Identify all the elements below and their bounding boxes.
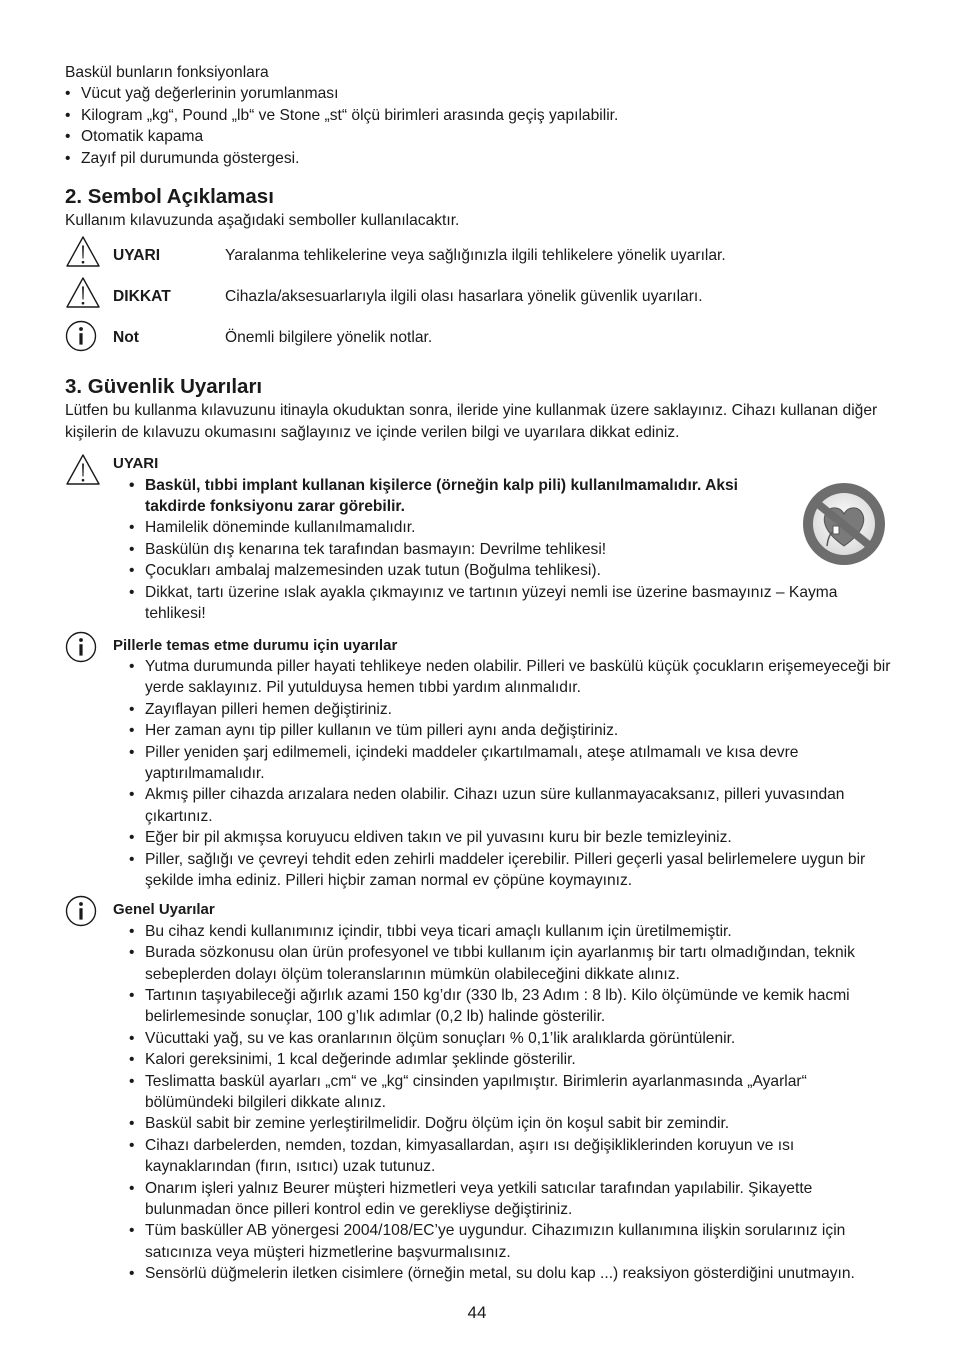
warning-item: • Hamilelik döneminde kullanılmamalıdır. (129, 517, 789, 538)
section-heading-safety: 3. Güvenlik Uyarıları (65, 375, 263, 399)
battery-item: • Zayıflayan pilleri hemen değiştiriniz. (129, 699, 891, 720)
warning-item: • Dikkat, tartı üzerine ıslak ayakla çıkmayınız ve tartının yüzeyi nemli ise üzerine basmayınız – Kayma tehlikesi! (129, 582, 891, 625)
intro-item: • Zayıf pil durumunda göstergesi. (65, 148, 891, 169)
intro-item: • Kilogram „kg“, Pound „lb“ ve Stone „st“ ölçü birimleri arasında geçiş yapılabilir. (65, 105, 891, 126)
safety-lead: Lütfen bu kullanma kılavuzunu itinayla okuduktan sonra, ileride yine kullanmak üzere saklayınız. Cihazı kullanan diğer kişilerin de kılavuzu okumasını sağlayınız ve içinde verilen bilgi ve uyarılara dikkat ediniz. (65, 402, 878, 441)
battery-list (113, 656, 891, 891)
warning-list-cont (113, 582, 891, 625)
page-content (65, 62, 891, 1285)
intro-lead: Baskül bunların fonksiyonlara (65, 64, 269, 81)
no-pacemaker-prohibition-icon (800, 480, 888, 574)
general-list (113, 921, 891, 1285)
general-item: • Burada sözkonusu olan ürün profesyonel ve tıbbi kullanım için ayarlanmış bir tartı olmadığından, teknik sebeplerden dolayı ölçüm toleranslarının mümkün olabileceğini dikkate alınız. (129, 942, 891, 985)
general-item: • Kalori gereksinimi, 1 kcal değerinde adımlar şeklinde gösterilir. (129, 1049, 891, 1070)
general-item: • Baskül sabit bir zemine yerleştirilmelidir. Doğru ölçüm için ön koşul sabit bir zemindir. (129, 1113, 891, 1134)
general-item: • Vücuttaki yağ, su ve kas oranlarının ölçüm sonuçları % 0,1’lik aralıklarda görüntülenir. (129, 1028, 891, 1049)
symbol-desc: Önemli bilgilere yönelik notlar. (225, 329, 433, 347)
symbol-row-caution (65, 276, 891, 317)
warning-item: • Baskülün dış kenarına tek tarafından basmayın: Devrilme tehlikesi! (129, 539, 789, 560)
general-item: • Tüm basküller AB yönergesi 2004/108/EC’ye uygundur. Cihazımızın kullanımına ilişkin sorularınız için satıcınıza veya müşteri hizmetlerine başvurmalısınız. (129, 1220, 891, 1263)
battery-block (65, 635, 891, 892)
battery-item: • Akmış piller cihazda arızalara neden olabilir. Cihazı uzun süre kullanmayacaksanız, pilleri yuvasından çıkartınız. (129, 784, 891, 827)
battery-item: • Piller, sağlığı ve çevreyi tehdit eden zehirli maddeler içerebilir. Pilleri geçerli yasal belirlemelere uygun bir şekilde imha ediniz. Pilleri hiçbir zaman normal ev çöpüne koymayınız. (129, 849, 891, 892)
battery-item: • Eğer bir pil akmışsa koruyucu eldiven takın ve pil yuvasını kuru bir bezle temizleyiniz. (129, 827, 891, 848)
battery-title: Pillerle temas etme durumu için uyarılar (113, 636, 398, 654)
general-block (65, 899, 891, 1284)
general-item: • Onarım işleri yalnız Beurer müşteri hizmetleri veya yetkili satıcılar tarafından yapılabilir. Şikayette bulunmadan önce pilleri kontrol edin ve gerekliyse değiştiriniz. (129, 1178, 891, 1221)
symbol-desc: Cihazla/aksesuarlarıyla ilgili olası hasarlara yönelik güvenlik uyarıları. (225, 288, 703, 306)
info-circle-icon (65, 320, 97, 358)
warning-item: • Çocukları ambalaj malzemesinden uzak tutun (Boğulma tehlikesi). (129, 560, 789, 581)
symbol-row-warning (65, 235, 891, 276)
symbol-term: DIKKAT (113, 288, 171, 306)
warning-triangle-icon (65, 453, 101, 493)
warning-block (65, 453, 891, 624)
general-item: • Sensörlü düğmelerin iletken cisimlere (örneğin metal, su dolu kap ...) reaksiyon gösterdiğini unutmayın. (129, 1263, 891, 1284)
symbol-desc: Yaralanma tehlikelerine veya sağlığınızla ilgili tehlikelere yönelik uyarılar. (225, 247, 726, 265)
symbol-term: Not (113, 329, 139, 347)
warning-list (113, 475, 789, 582)
general-item: • Cihazı darbelerden, nemden, tozdan, kimyasallardan, aşırı ısı değişikliklerinden koruyun ve ısı kaynaklarından (fırın, ısıtıcı) uzak tutunuz. (129, 1135, 891, 1178)
info-circle-icon (65, 631, 97, 669)
battery-item: • Yutma durumunda piller hayati tehlikeye neden olabilir. Pilleri ve baskülü küçük çocukların erişemeyeceği bir yerde saklayınız. Pil yutulduysa hemen tıbbi yardım alınmalıdır. (129, 656, 891, 699)
battery-item: • Her zaman aynı tip piller kullanın ve tüm pilleri aynı anda değiştiriniz. (129, 720, 891, 741)
intro-list (65, 83, 891, 169)
section-heading-symbols: 2. Sembol Açıklaması (65, 185, 274, 209)
warning-item: • Baskül, tıbbi implant kullanan kişilerce (örneğin kalp pili) kullanılmamalıdır. Aksi takdirde fonksiyonu zarar görebilir. (129, 475, 789, 518)
symbol-row-note (65, 317, 891, 358)
general-item: • Teslimatta baskül ayarları „cm“ ve „kg“ cinsinden yapılmıştır. Birimlerin ayarlanmasında „Ayarlar“ bölümündeki bilgileri dikkate alınız. (129, 1071, 891, 1114)
symbols-lead: Kullanım kılavuzunda aşağıdaki semboller kullanılacaktır. (65, 212, 460, 230)
intro-item: • Otomatik kapama (65, 126, 891, 147)
battery-item: • Piller yeniden şarj edilmemeli, içindeki maddeler çıkartılmamalı, ateşe atılmamalı ve kısa devre yaptırılmamalıdır. (129, 742, 891, 785)
warning-triangle-icon (65, 235, 101, 275)
general-item: • Bu cihaz kendi kullanımınız içindir, tıbbi veya ticari amaçlı kullanım için üretilmemiştir. (129, 921, 891, 942)
info-circle-icon (65, 895, 97, 933)
general-item: • Tartının taşıyabileceği ağırlık azami 150 kg’dır (330 lb, 23 Adım : 8 lb). Kilo ölçümünde ve kemik hacmi belirlemesinde sonuçlar, 100 g’lık adımlar (0,2 lb) halinde gösterilir. (129, 985, 891, 1028)
warning-triangle-icon (65, 276, 101, 316)
warning-title: UYARI (113, 455, 159, 473)
page-number: 44 (467, 1303, 487, 1322)
general-title: Genel Uyarılar (113, 901, 215, 919)
intro-item: • Vücut yağ değerlerinin yorumlanması (65, 83, 891, 104)
symbol-term: UYARI (113, 247, 161, 265)
